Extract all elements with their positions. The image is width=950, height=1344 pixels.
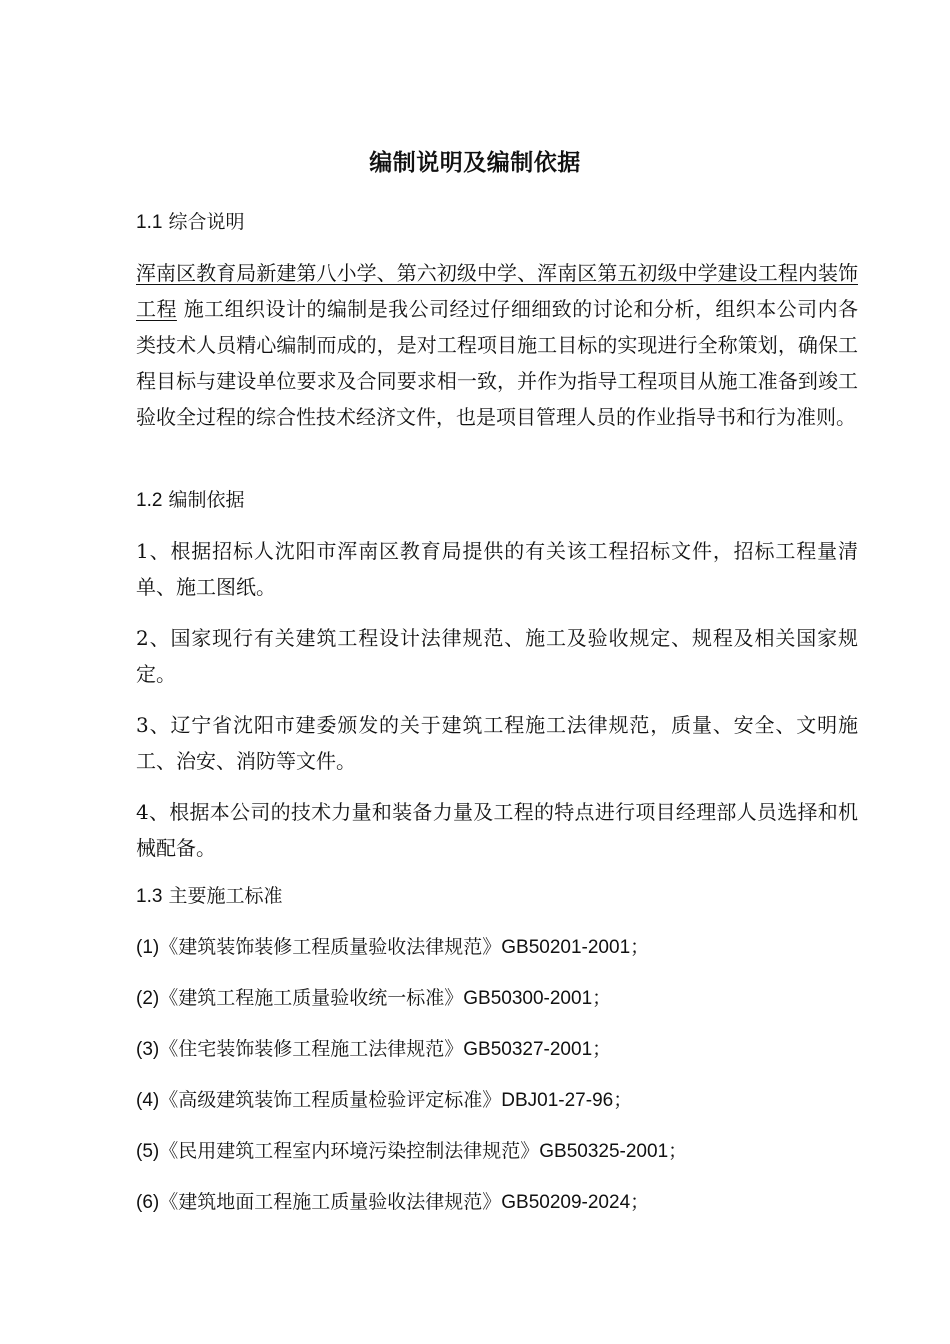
standard-end: ； bbox=[613, 1089, 633, 1111]
overview-paragraph bbox=[92, 255, 858, 435]
standard-name: 《高级建筑装饰工程质量检验评定标准》 bbox=[159, 1089, 502, 1111]
standard-index: (6) bbox=[136, 1192, 160, 1213]
standard-index: (4) bbox=[136, 1090, 160, 1111]
standard-item bbox=[136, 1087, 632, 1114]
standard-name: 《民用建筑工程室内环境污染控制法律规范》 bbox=[159, 1140, 540, 1162]
basis-item-4: 4、根据本公司的技术力量和装备力量及工程的特点进行项目经理部人员选择和机械配备。 bbox=[136, 800, 858, 860]
standard-end: ； bbox=[668, 1140, 688, 1162]
standard-item bbox=[136, 1189, 649, 1216]
standard-item bbox=[136, 934, 649, 961]
section-heading-text: 主要施工标准 bbox=[168, 885, 283, 907]
standard-code: GB50209-2024 bbox=[501, 1192, 631, 1213]
standard-index: (1) bbox=[136, 937, 160, 958]
section-number: 1.1 bbox=[136, 212, 163, 233]
basis-item-1: 1、根据招标人沈阳市浑南区教育局提供的有关该工程招标文件，招标工程量清单、施工图纸。 bbox=[136, 539, 858, 599]
standard-item bbox=[136, 1138, 687, 1165]
standard-name: 《建筑地面工程施工质量验收法律规范》 bbox=[159, 1191, 502, 1213]
section-heading-1-3 bbox=[136, 883, 282, 910]
standard-code: DBJ01-27-96 bbox=[501, 1090, 614, 1111]
standard-item bbox=[136, 985, 611, 1012]
project-name-underlined: 浑南区教育局新建第八小学、第六初级中学、浑南区第五初级中学建设工程内装饰工程 bbox=[136, 261, 858, 321]
standard-name: 《建筑工程施工质量验收统一标准》 bbox=[159, 987, 464, 1009]
standard-end: ； bbox=[592, 987, 612, 1009]
standard-end: ； bbox=[592, 1038, 612, 1060]
standard-item bbox=[136, 1036, 611, 1063]
section-heading-text: 综合说明 bbox=[168, 211, 245, 233]
standard-index: (5) bbox=[136, 1141, 160, 1162]
section-number: 1.2 bbox=[136, 490, 163, 511]
standard-end: ； bbox=[630, 1191, 650, 1213]
page-title: 编制说明及编制依据 bbox=[369, 149, 581, 176]
section-number: 1.3 bbox=[136, 886, 163, 907]
standard-index: (2) bbox=[136, 988, 160, 1009]
section-heading-text: 编制依据 bbox=[168, 489, 245, 511]
standard-name: 《建筑装饰装修工程质量验收法律规范》 bbox=[159, 936, 502, 958]
standard-code: GB50327-2001 bbox=[463, 1039, 593, 1060]
basis-item-3: 3、辽宁省沈阳市建委颁发的关于建筑工程施工法律规范，质量、安全、文明施工、治安、消防等文件。 bbox=[136, 713, 858, 773]
overview-body: 施工组织设计的编制是我公司经过仔细细致的讨论和分析，组织本公司内各类技术人员精心编制而成的，是对工程项目施工目标的实现进行全称策划，确保工程目标与建设单位要求及合同要求相一致，并作为指导工程项目从施工准备到竣工验收全过程的综合性技术经济文件，也是项目管理人员的作业指导书和行为准则。 bbox=[136, 297, 859, 429]
standard-code: GB50201-2001 bbox=[501, 937, 631, 958]
section-heading-1-2 bbox=[136, 487, 244, 514]
standard-code: GB50325-2001 bbox=[539, 1141, 669, 1162]
basis-item-2: 2、国家现行有关建筑工程设计法律规范、施工及验收规定、规程及相关国家规定。 bbox=[136, 626, 858, 686]
standard-index: (3) bbox=[136, 1039, 160, 1060]
standard-code: GB50300-2001 bbox=[463, 988, 593, 1009]
section-heading-1-1 bbox=[136, 209, 244, 236]
standard-name: 《住宅装饰装修工程施工法律规范》 bbox=[159, 1038, 464, 1060]
standard-end: ； bbox=[630, 936, 650, 958]
